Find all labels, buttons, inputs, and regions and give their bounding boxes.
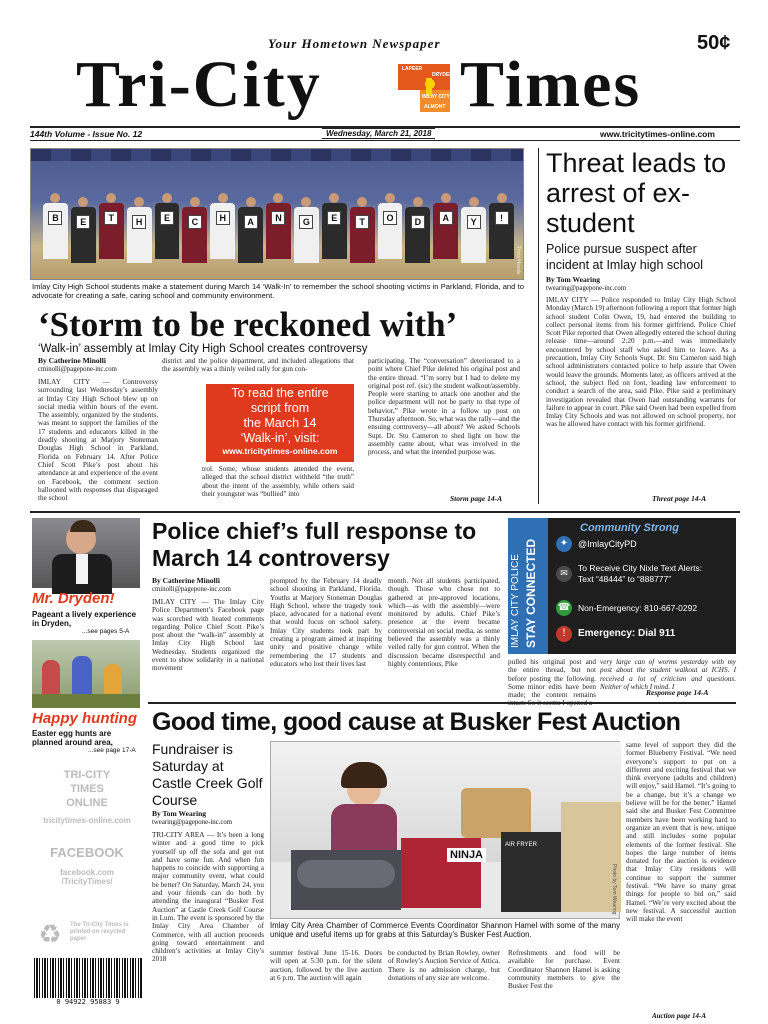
- section-rule-1: [30, 511, 740, 513]
- storm-headline: ‘Storm to be reckoned with’: [38, 305, 458, 344]
- online-line-1: TRI-CITY: [63, 769, 111, 781]
- busker-col-4: Refreshments and food will be available for purchase. Event Coordinator Shannon Hamel is asking community members to give the Busker Fest the: [508, 949, 620, 991]
- student-sign: [322, 207, 347, 263]
- section-rule-2: [148, 702, 736, 704]
- student-sign: [294, 211, 319, 267]
- ad-handle: @ImlayCityPD: [578, 539, 637, 549]
- storm-subhead: ‘Walk-in’ assembly at Imlay City High School creates controversy: [38, 343, 368, 355]
- student-sign: [433, 207, 458, 263]
- dryden-see[interactable]: ...see pages 5-A: [82, 628, 130, 635]
- auction-photo: [270, 741, 620, 919]
- busker-col-3: be conducted by Brian Rowley, owner of Rowley’s Auction Service of Attica. There is no admission charge, but donations of any size are welcome.: [388, 949, 500, 982]
- storm-col-3: participating. The “conversation” deteriorated to a point where Chief Pike deleted his original post and the entire thread. “I’m sorry but I had to delete my original post ref. (sic) the student walkout/assembly. People were starting to attack one another and the police department will not be party to that type of behavior,” Pike wrote in a follow up post on Thursday afternoon. So, what was the rally—and the ensuing controversy—all about? We asked Schools Supt. Dr. Stu Cameron to shed light on how the assembly came about, what was involved in the process, and what the intended purpose was.: [368, 357, 520, 457]
- walkin-photo: [30, 148, 524, 280]
- sign-letter: C: [188, 215, 202, 229]
- price: 50¢: [697, 32, 731, 54]
- sign-letter: B: [48, 211, 62, 225]
- map-label-imlay: IMLAY CITY: [422, 94, 450, 100]
- volume-info: 144th Volume - Issue No. 12: [30, 129, 143, 139]
- sign-letter: G: [299, 215, 313, 229]
- student-sign: [155, 207, 180, 263]
- busker-col-1: TRI-CITY AREA — It’s been a long winter and a good time to pick yourself up off the sofa and get out and have some fun. And when fun happens to coincide with supporting a major community event, what could be better? On Saturday, March 24, you and your friends can do both by attending the inaugural “Busker Fest Auction” at Castle Creek Golf Course in Lum. The event is sponsored by the Imlay City Area Chamber of Commerce, with all auction proceeds going toward entertainment and children’s activities at Imlay City’s 2018: [152, 831, 264, 964]
- twitter-icon: ✦: [556, 536, 572, 552]
- facebook-url-1[interactable]: facebook.com: [60, 868, 114, 877]
- sign-letter: T: [104, 211, 118, 225]
- online-sidebar[interactable]: [32, 762, 142, 912]
- police-col-3: month. Not all students participated, though. Those who chose not to gathered at pre-approved locations, which—as with the assembly—were monitored by adults. Chief Pike’s presence at the event became controversial on social media, as some believed the assembly was a thinly veiled rally for gun control. When the discussion became disrespectful and highly contentious, Pike: [388, 577, 500, 668]
- busker-col-2: summer festival June 15-16. Doors will open at 5:30 p.m. for the silent auction, followed by the live auction at 6 p.m. The auction will again: [270, 949, 382, 982]
- barcode: [34, 958, 142, 1008]
- dryden-promo-text: Pageant a lively experience in Dryden,: [32, 610, 137, 628]
- ad-alerts-1: To Receive City Nixle Text Alerts:: [578, 563, 703, 573]
- auction-caption: Imlay City Area Chamber of Commerce Events Coordinator Shannon Hamel with some of the many unique and useful items up for grabs at this Saturday’s Busker Fest Auction.: [270, 921, 620, 939]
- student-sign: [210, 207, 235, 263]
- masthead-rule-bottom: [30, 140, 740, 141]
- easter-promo-title[interactable]: Happy hunting: [32, 710, 137, 727]
- storm-col-2-top: district and the police department, and included allegations that the assembly was a thinly veiled rally for gun con-: [162, 357, 354, 374]
- tri-city-map-logo: [394, 58, 454, 118]
- police-col-1: IMLAY CITY — The Imlay City Police Department’s Facebook page was scorched with heated comments regarding Police Chief Scott Pike’s post about the “walk-in” assembly at Imlay City High School last Wednesday. Students organized the event to show solidarity in a national movement: [152, 598, 264, 673]
- ad-alerts-2: Text “48444” to “888777”: [578, 574, 672, 584]
- ad-side-line-1: IMLAY CITY POLICE: [510, 554, 521, 648]
- issue-date: Wednesday, March 21, 2018: [322, 128, 435, 139]
- sign-letter: E: [76, 215, 90, 229]
- sign-letter: E: [160, 211, 174, 225]
- map-label-lapeer: LAPEER: [402, 66, 423, 72]
- student-sign: [43, 207, 68, 263]
- masthead-title-right: Times: [460, 48, 642, 121]
- sign-letter: H: [216, 211, 230, 225]
- easter-promo-text: Easter egg hunts are planned around area,: [32, 729, 113, 747]
- online-line-2: TIMES: [70, 783, 104, 795]
- recycle-note: The Tri-City Times is printed on recycled paper: [70, 922, 129, 942]
- recycle-icon: ♻: [38, 920, 62, 950]
- ad-side-line-2: STAY CONNECTED: [524, 538, 538, 648]
- easter-see[interactable]: ...see page 17-A: [88, 747, 136, 754]
- student-sign: [461, 211, 486, 267]
- student-sign: [378, 207, 403, 263]
- threat-jump[interactable]: Threat page 14-A: [652, 494, 707, 503]
- student-sign: [71, 211, 96, 267]
- easter-photo: [32, 640, 140, 708]
- ad-nonemergency: Non-Emergency: 810-667-0292: [578, 603, 698, 613]
- sign-letter: E: [327, 211, 341, 225]
- threat-subhead: Police pursue suspect after incident at Imlay high school: [546, 242, 704, 272]
- police-col-2: prompted by the February 14 deadly school shooting in Parkland, Florida. Youths at Marjory Stoneman Douglas High School, where the tragedy took place, advocated for a national event that would focus on school safety. Imlay City students took part by creating a program aimed at inspiring unity and positive change while remembering the 17 students and educators who lost their lives last: [270, 577, 382, 668]
- online-url[interactable]: tricitytimes-online.com: [43, 816, 131, 825]
- ad-title: Community Strong: [580, 522, 679, 534]
- website-url[interactable]: www.tricitytimes-online.com: [600, 129, 715, 139]
- busker-subhead: Fundraiser is Saturday at Castle Creek Golf Course: [152, 741, 263, 808]
- dryden-photo: [32, 518, 140, 588]
- police-headline: Police chief’s full response to March 14 controversy: [152, 518, 477, 571]
- sign-letter: A: [439, 211, 453, 225]
- threat-headline: Threat leads to arrest of ex-student: [546, 148, 727, 238]
- photo-caption: Imlay City High School students make a statement during March 14 ‘Walk-In’ to remember the school shooting victims in Parkland, Florida, and to advocate for creating a safe, caring school and community environment.: [32, 282, 524, 300]
- barcode-number: 0 94922 95883 9: [56, 998, 120, 1006]
- tagline: Your Hometown Newspaper: [268, 36, 441, 51]
- sign-letter: H: [132, 215, 146, 229]
- student-sign: [266, 207, 291, 263]
- promo-line-4: ‘Walk-in’, visit:: [240, 431, 320, 445]
- sign-letter: D: [411, 215, 425, 229]
- sign-letter: Y: [467, 215, 481, 229]
- student-sign: [99, 207, 124, 263]
- online-line-3: ONLINE: [66, 797, 108, 809]
- promo-line-1: To read the entire: [231, 386, 329, 400]
- busker-byline: By Tom Wearing twearing@pagepone-inc.com: [152, 809, 233, 826]
- student-sign: [127, 211, 152, 267]
- police-col-5: very large can of worms yesterday with my post about the student walkout at ICHS. I received a lot of criticism and questions. Neither of which I mind. I: [600, 658, 736, 691]
- threat-byline: By Tom Wearing twearing@pagepone-inc.com: [546, 275, 627, 292]
- threat-body: IMLAY CITY — Police responded to Imlay City High School Monday (March 19) afternoon following a report that former high school student Colin Owen, 19, had entered the building to collect personal items from his former girlfriend. Police Chief Scott Pike reported that Owen allegedly entered the school during release time—around 2:20 p.m.—and was immediately encountered by school staff who asked him to leave. As a precaution, Imlay City Schools Supt. Dr. Stu Cameron said high school administrators contacted police to help assure that Owen would leave the grounds. Moments later, as officers arrived at the school, the subject fled on foot, leading law enforcement to conduct a search of the area, said Pike. Pike said a preliminary investigation revealed that Owen had outstanding warrants for failure to appear in court. Pike said Owen had been expelled from Imlay City Schools and was not allowed on school property, nor was he allowed have contact with his former girlfriend.: [546, 296, 736, 429]
- auction-jump[interactable]: Auction page 14-A: [652, 1012, 707, 1020]
- photo-credit: Tricia Hassle: [515, 246, 521, 275]
- student-sign: [238, 211, 263, 267]
- response-jump[interactable]: Response page 14-A: [646, 688, 709, 697]
- map-label-almont: ALMONT: [424, 104, 446, 110]
- storm-col-2-bottom: trol. Some, whose students attended the event, alleged that the school district withheld “the truth” about the intent of the assembly, while others said their youngster was “bullied” into: [202, 465, 354, 498]
- sign-letter: O: [383, 211, 397, 225]
- police-col-4: pulled his original post and the entire thread, but not before posting the following. Some minor edits have been made; the content remains: [508, 658, 596, 700]
- busker-col-5: same level of support they did the former Blueberry Festival. “We need everyone’s support to put on a different and exciting festival that we think everyone (adults and children) will enjoy,” said Hamel. “It’s going to be a change, but it’s a change we believe will be for the better.” Hamel said she and Busker Fest Committee members have been working hard to organize an event that is new, unique and still includes some popular elements of the former festival. She hopes the large number of items donated for the auction is evidence that Imlay City residents will continue to support the summer festival. “We have so many great things for people to bid on,” said Hamel. “We’re very excited about the new festival. A successful auction will make the event: [626, 741, 736, 924]
- busker-headline: Good time, good cause at Busker Fest Auction: [152, 708, 681, 736]
- product-label-airfryer: AIR FRYER: [505, 842, 537, 848]
- product-label-ninja: NINJA: [447, 848, 486, 862]
- facebook-title: FACEBOOK: [50, 845, 124, 860]
- student-sign: [182, 211, 207, 267]
- dryden-promo-title[interactable]: Mr. Dryden!: [32, 590, 115, 607]
- promo-line-3: the March 14: [243, 416, 317, 430]
- student-sign: [405, 211, 430, 267]
- police-byline: By Catherine Minolli cminolli@pagepone-inc.com: [152, 576, 231, 593]
- walkin-promo-box[interactable]: [206, 384, 354, 462]
- storm-col-1: IMLAY CITY — Controversy surrounding last Wednesday’s assembly at Imlay City High School blew up on social media within hours of the event. The assembly, organized by the students, was meant to support the families of the 17 students and educators killed in the deadly shooting at Marjory Stoneman Douglas High School in Parkland, Florida on February 14. After Police Chief Scott Pike’s post about his attendance at and experience of the event on Facebook, the comment section ballooned with responses that disparaged the school: [38, 378, 158, 503]
- sign-letter: !: [495, 211, 509, 225]
- student-sign: [350, 211, 375, 267]
- sign-letter: N: [271, 211, 285, 225]
- sign-letter: A: [244, 215, 258, 229]
- phone-icon: ☎: [556, 600, 572, 616]
- map-label-dryden: DRYDEN: [432, 72, 453, 78]
- facebook-url-2[interactable]: /TricityTimes/: [61, 877, 113, 886]
- masthead-title-left: Tri-City: [76, 48, 322, 121]
- auction-photo-credit: Photo by Tom Wearing: [611, 863, 617, 914]
- police-ad[interactable]: [508, 518, 736, 654]
- promo-url[interactable]: www.tricitytimes-online.com: [222, 446, 338, 456]
- ad-emergency: Emergency: Dial 911: [578, 628, 676, 639]
- storm-byline: By Catherine Minolli cminolli@pagepone-inc.com: [38, 356, 117, 373]
- column-divider: [538, 148, 539, 504]
- storm-jump[interactable]: Storm page 14-A: [450, 494, 503, 503]
- promo-line-2: script from: [250, 401, 310, 415]
- alert-icon: !: [556, 626, 572, 642]
- sign-letter: T: [355, 215, 369, 229]
- phone-text-icon: ✉: [556, 566, 572, 582]
- student-sign: [489, 207, 514, 263]
